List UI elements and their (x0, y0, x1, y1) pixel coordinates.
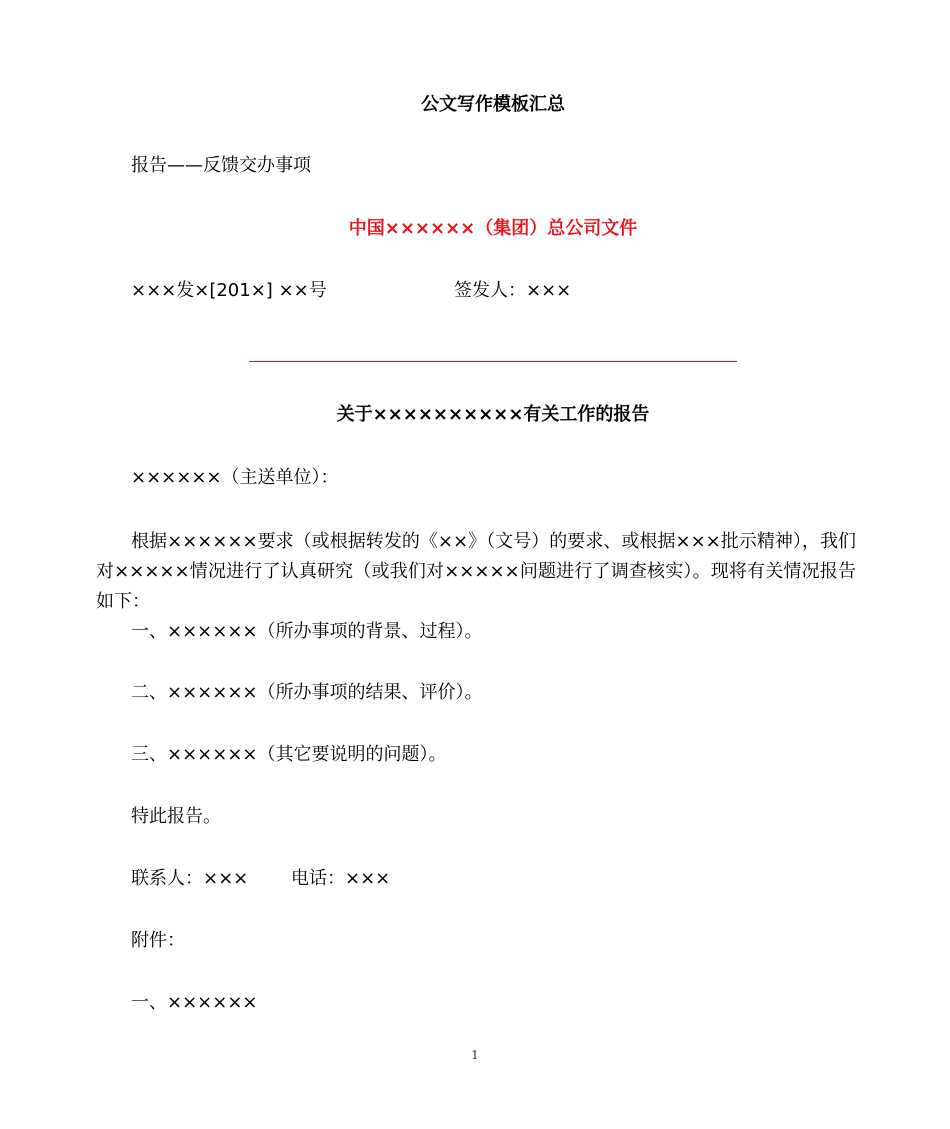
red-header: 中国××××××（集团）总公司文件 (348, 218, 638, 239)
body-paragraph: 根据××××××要求（或根据转发的《××》（文号）的要求、或根据×××批示精神），我们对×××××情况进行了认真研究（或我们对×××××问题进行了调查核实）。现将有关情况报告如下： (96, 531, 856, 612)
addressee: ××××××（主送单位）： (131, 467, 339, 488)
closing-text: 特此报告。 (131, 806, 221, 827)
document-number: ×××发×[201×] ××号 (131, 280, 327, 301)
document-title: 公文写作模板汇总 (421, 94, 565, 115)
report-title: 关于××××××××××有关工作的报告 (336, 404, 650, 425)
red-divider (249, 361, 737, 362)
page-number: 1 (471, 1048, 479, 1062)
document-subtitle: 报告——反馈交办事项 (131, 155, 311, 176)
contact-phone: 电话：××× (291, 868, 391, 889)
list-item: 二、××××××（所办事项的结果、评价）。 (131, 682, 483, 703)
attachment-label: 附件： (131, 930, 185, 951)
signer: 签发人：××× (454, 280, 572, 301)
contact-person: 联系人：××× (131, 868, 249, 889)
attachment-item: 一、×××××× (131, 992, 258, 1013)
list-item: 一、××××××（所办事项的背景、过程）。 (131, 621, 483, 642)
list-item: 三、××××××（其它要说明的问题）。 (131, 744, 447, 765)
